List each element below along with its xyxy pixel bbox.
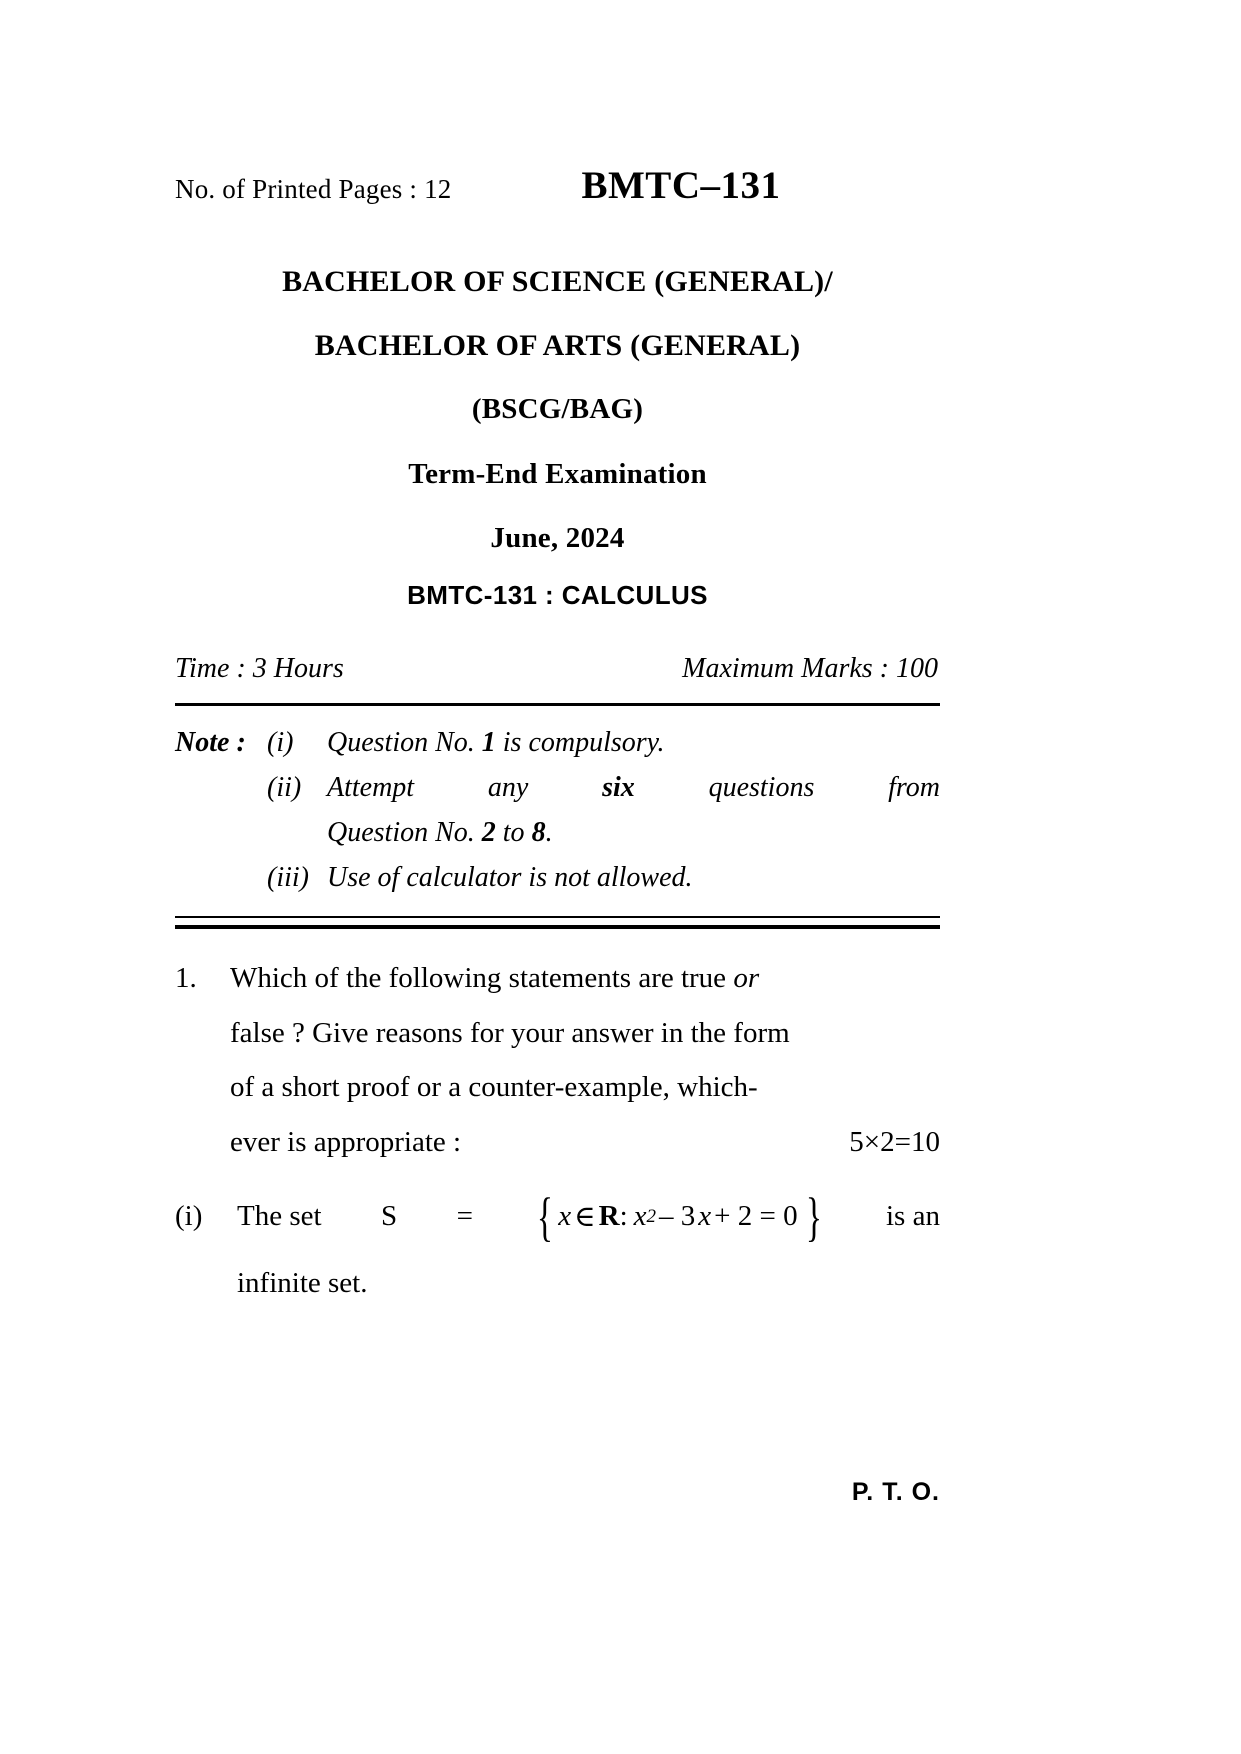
note-item-ii-text-line-1: Attempt any six questions from [327,772,940,803]
question-1-text-tail: ever is appropriate : [230,1125,462,1158]
question-1-text-line-4 [230,1115,940,1170]
note-item-i [175,727,940,759]
math-variable-x: x [558,1200,572,1233]
note-item-iii [175,862,940,894]
programme-code-line: (BSCG/BAG) [471,393,644,425]
note-label: Note : [175,727,246,758]
programme-title-line-1: BACHELOR OF SCIENCE (GENERAL)/ [282,265,833,298]
math-variable-x-linear: x [698,1200,712,1233]
examination-type-line: Term-End Examination [408,458,707,490]
subitem-i-set-variable: S [381,1200,398,1233]
note-item-iii-number: (iii) [267,862,309,893]
question-1-text-line-1: Which of the following statements are true or [230,962,760,994]
subitem-i-text-after: is an [885,1200,940,1233]
note-item-iii-text: Use of calculator is not allowed. [327,862,693,893]
page-header [175,163,940,215]
course-code-label: BMTC–131 [581,164,781,207]
math-element-of-symbol: ∈ [574,1201,596,1234]
note-item-ii-number: (ii) [267,772,302,803]
divider-above-note [175,703,940,706]
subitem-i-equals: = [456,1200,473,1233]
subitem-i-line-2: infinite set. [237,1267,368,1300]
math-exponent-2: 2 [646,1205,657,1227]
divider-below-note [175,916,940,929]
examination-session-line: June, 2024 [490,522,625,554]
exam-info-row [175,653,940,685]
question-1-subitem-i-body [237,1186,940,1300]
note-item-ii [175,772,940,804]
question-1 [175,951,940,1300]
question-1-text-line-2: false ? Give reasons for your answer in the form [230,1016,790,1049]
page-turn-over-label: P. T. O. [851,1478,940,1506]
subject-title: BMTC-131 : CALCULUS [407,580,708,610]
question-1-subitem-i-number: (i) [175,1200,203,1233]
question-1-subitem-i [175,1186,940,1300]
math-plus-two-equals-zero: + 2 = 0 [714,1200,798,1233]
note-item-ii-text-line-2: Question No. 2 to 8. [327,817,553,848]
math-real-numbers-symbol: R [598,1200,620,1233]
subitem-i-set-expression: { x ∈ R : x 2 – 3 x + 2 = 0 } [537,1186,822,1247]
subitem-i-line-1 [237,1186,940,1247]
question-1-row [175,951,940,1169]
note-item-i-text: Question No. 1 is compulsory. [327,727,665,758]
note-item-ii-continued [175,817,940,849]
note-item-i-number: (i) [267,727,294,758]
question-1-marks: 5×2=10 [849,1125,940,1158]
math-minus-three: – 3 [659,1200,696,1233]
note-block [175,727,940,894]
time-allowed: Time : 3 Hours [175,653,344,684]
title-block [175,267,940,611]
subitem-i-text-before: The set [237,1200,322,1233]
question-1-body [230,951,940,1169]
maximum-marks: Maximum Marks : 100 [682,653,938,684]
printed-pages-label: No. of Printed Pages : 12 [175,174,452,204]
programme-title-line-2: BACHELOR OF ARTS (GENERAL) [314,329,801,362]
math-colon: : [619,1200,628,1233]
question-1-number: 1. [175,962,197,994]
question-1-text-line-3: of a short proof or a counter-example, which- [230,1071,758,1104]
math-variable-x-squared-base: x [633,1200,647,1233]
page-content [175,0,940,1506]
